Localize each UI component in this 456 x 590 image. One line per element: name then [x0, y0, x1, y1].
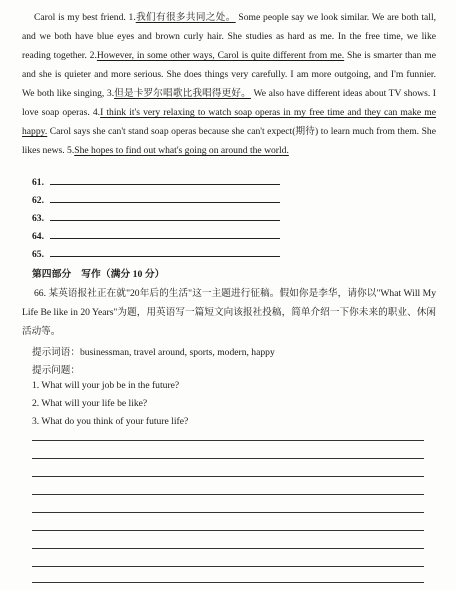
writing-line[interactable] — [32, 494, 424, 495]
answer-blank[interactable] — [50, 230, 280, 239]
answer-line-61[interactable] — [32, 176, 280, 188]
writing-line[interactable] — [32, 582, 424, 583]
writing-line[interactable] — [32, 566, 424, 567]
answer-line-65[interactable] — [32, 248, 280, 260]
answer-line-62[interactable] — [32, 194, 280, 206]
answer-number: 62. — [32, 195, 44, 206]
underlined-sentence-2: However, in some other ways, Carol is quite different from me. — [96, 50, 345, 61]
answer-blank[interactable] — [50, 212, 280, 221]
answer-line-63[interactable] — [32, 212, 280, 224]
answer-number: 65. — [32, 249, 44, 260]
writing-line[interactable] — [32, 530, 424, 531]
answer-number: 61. — [32, 177, 44, 188]
answer-blank[interactable] — [50, 248, 280, 257]
answer-number: 63. — [32, 213, 44, 224]
reading-passage — [22, 8, 436, 160]
passage-text: She is smarter than me and she is quieter and more serious. She does things very carefully. I am more outgoing, and I'm funnier. We both like singing, 3. — [22, 50, 437, 99]
section-title: 第四部分 — [32, 269, 72, 280]
prompt-questions-title: 提示问题： — [32, 365, 80, 376]
writing-line[interactable] — [32, 548, 424, 549]
passage-text: Carol says she can't stand soap operas because she can't expect(期待) to learn much from them. She likes news. 5. — [22, 126, 436, 156]
passage-text: We also have different ideas about TV shows. I love soap operas. 4. — [22, 88, 436, 118]
underlined-sentence-1: 我们有很多共同之处。 — [135, 12, 236, 23]
writing-line[interactable] — [32, 458, 424, 459]
answer-blank[interactable] — [50, 176, 280, 185]
prompt-question-2: 2. What will your life be like? — [32, 398, 148, 409]
passage-text: Some people say we look similar. We are both tall, and we both have blue eyes and brown curly hair. She studies as hard as me. In the free time, we like reading together. 2. — [22, 12, 437, 61]
writing-line[interactable] — [32, 512, 424, 513]
section-heading — [32, 266, 164, 280]
answer-blank[interactable] — [50, 194, 280, 203]
underlined-sentence-3: 但是卡罗尔唱歌比我唱得更好。 — [114, 88, 251, 99]
answer-number: 64. — [32, 231, 44, 242]
keywords-hint: 提示词语：businessman, travel around, sports, modern, happy — [32, 347, 275, 358]
prompt-question-3: 3. What do you think of your future life? — [32, 416, 189, 427]
underlined-sentence-5: She hopes to find out what's going on around the world. — [74, 145, 289, 156]
section-subtitle: 写作（满分 10 分） — [81, 269, 165, 280]
prompt-question-1: 1. What will your job be in the future? — [32, 380, 180, 391]
writing-line[interactable] — [32, 476, 424, 477]
passage-text: Carol is my best friend. 1. — [34, 12, 136, 23]
underlined-sentence-4: I think it's very relaxing to watch soap operas in my free time and they can make me happy. — [22, 107, 437, 137]
question-66-instructions: 66. 某英语报社正在就"20年后的生活"这一主题进行征稿。假如你是李华，请你以"What Will My Life Be like in 20 Years"为题，用英语写一篇短文向该报社投稿，简单介绍一下你未来的职业、休闲活动等。 — [22, 288, 436, 337]
writing-line[interactable] — [32, 440, 424, 441]
answer-line-64[interactable] — [32, 230, 280, 242]
